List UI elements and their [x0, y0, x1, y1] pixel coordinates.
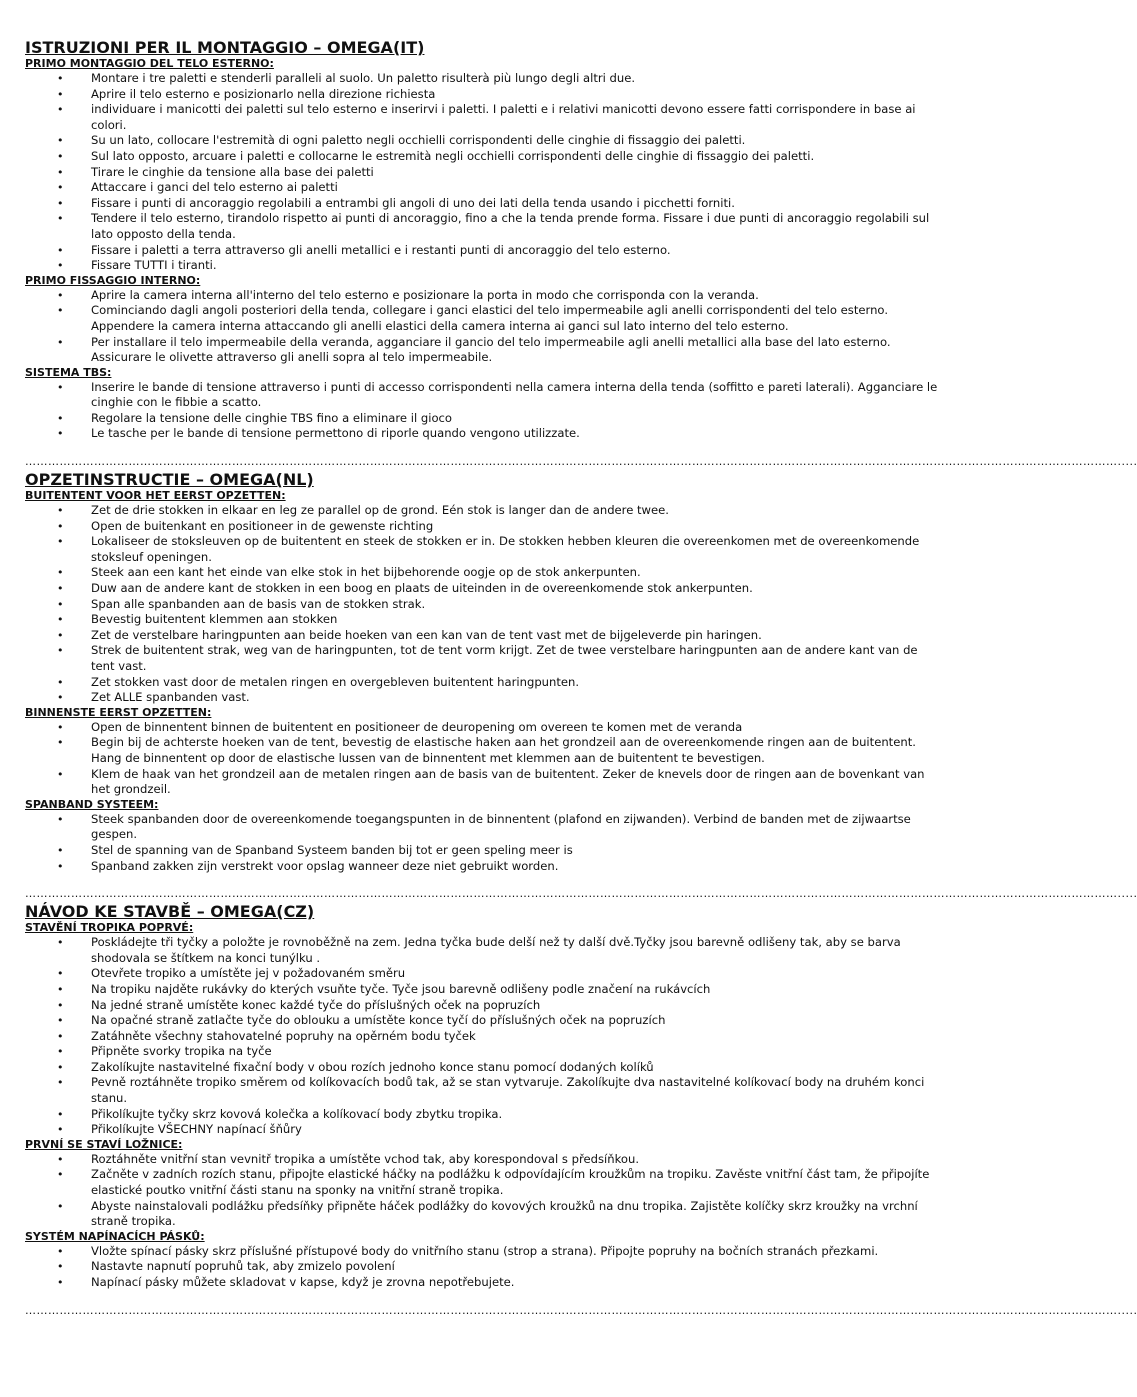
- bullet-list: [25, 720, 942, 798]
- subsection-heading: PRIMO FISSAGGIO INTERNO:: [25, 273, 201, 287]
- dotted-separator: …………………………………………………………………………………………………………………………………………………………………………………………………………………………………………………………….....: [25, 455, 1137, 469]
- list-item: • Na tropiku najděte rukávky do kterých vsuňte tyče. Tyče jsou barevně odlišeny podle značení na rukávcích: [25, 982, 942, 998]
- list-item: • Open de buitenkant en positioneer in de gewenste richting: [25, 519, 942, 535]
- list-item: • Pevně roztáhněte tropiko směrem od kolíkovacích bodů tak, až se stan vytvaruje. Zakolíkujte dva nastavitelné kolíkovací body na druhém konci stanu.: [25, 1075, 942, 1106]
- bullet-list: [25, 380, 942, 442]
- list-item: • Begin bij de achterste hoeken van de tent, bevestig de elastische haken aan het grondzeil aan de overeenkomende ringen aan de buitentent. Hang de binnentent op door de elastische lussen van de binnentent met klemmen aan de buitentent te bevestigen.: [25, 735, 942, 766]
- list-item: • Tirare le cinghie da tensione alla base dei paletti: [25, 165, 942, 181]
- list-item: • Montare i tre paletti e stenderli paralleli al suolo. Un paletto risulterà più lungo degli altri due.: [25, 71, 942, 87]
- list-item: • Strek de buitentent strak, weg van de haringpunten, tot de tent vorm krijgt. Zet de twee verstelbare haringpunten aan de andere kant van de tent vast.: [25, 643, 942, 674]
- list-item: • Spanband zakken zijn verstrekt voor opslag wanneer deze niet gebruikt worden.: [25, 859, 942, 875]
- list-item: • Zet de drie stokken in elkaar en leg ze parallel op de grond. Eén stok is langer dan de andere twee.: [25, 503, 942, 519]
- bullet-list: [25, 71, 942, 274]
- list-item: • Zet stokken vast door de metalen ringen en overgebleven buitentent haringpunten.: [25, 675, 942, 691]
- bullet-list: [25, 1152, 942, 1230]
- list-item: • Abyste nainstalovali podlážku předsíňky připněte háček podlážky do kovových kroužků na dnu tropika. Zajistěte kolíčky skrz kroužky na vrchní straně tropika.: [25, 1199, 942, 1230]
- subsection-heading: BUITENTENT VOOR HET EERST OPZETTEN:: [25, 489, 286, 503]
- section-title: NÁVOD KE STAVBĚ – OMEGA(CZ): [25, 902, 315, 922]
- list-item: • Tendere il telo esterno, tirandolo rispetto ai punti di ancoraggio, fino a che la tenda prende forma. Fissare i due punti di ancoraggio regolabili sul lato opposto della tenda.: [25, 211, 942, 242]
- list-item: • Sul lato opposto, arcuare i paletti e collocarne le estremità negli occhielli corrispondenti delle cinghie di fissaggio dei paletti.: [25, 149, 942, 165]
- list-item: • Přikolíkujte tyčky skrz kovová kolečka a kolíkovací body zbytku tropika.: [25, 1107, 942, 1123]
- list-item: • Roztáhněte vnitřní stan vevnitř tropika a umístěte vchod tak, aby korespondoval s předsíňkou.: [25, 1152, 942, 1168]
- instruction-section: [25, 38, 1137, 469]
- list-item: • Zatáhněte všechny stahovatelné popruhy na opěrném bodu tyček: [25, 1029, 942, 1045]
- list-item: • Inserire le bande di tensione attraverso i punti di accesso corrispondenti nella camera interna della tenda (soffitto e pareti laterali). Agganciare le cinghie con le fibbie a scatto.: [25, 380, 942, 411]
- list-item: • Aprire la camera interna all'interno del telo esterno e posizionare la porta in modo che corrisponda con la veranda.: [25, 288, 942, 304]
- list-item: • Začněte v zadních rozích stanu, připojte elastické háčky na podlážku k odpovídajícím kroužkům na tropiku. Zavěste vnitřní část tam, že připojíte elastické poutko vnitřní části stanu na sponky na vnitřní straně tropika.: [25, 1167, 942, 1198]
- list-item: • Steek aan een kant het einde van elke stok in het bijbehorende oogje op de stok ankerpunten.: [25, 565, 942, 581]
- list-item: • Poskládejte tři tyčky a položte je rovnoběžně na zem. Jedna tyčka bude delší než ty další dvě.Tyčky jsou barevně odlišeny tak, aby se barva shodovala se štítkem na konci tunýlku .: [25, 935, 942, 966]
- bullet-list: [25, 812, 942, 874]
- list-item: • Open de binnentent binnen de buitentent en positioneer de deuropening om overeen te komen met de veranda: [25, 720, 942, 736]
- subsection-heading: BINNENSTE EERST OPZETTEN:: [25, 705, 212, 719]
- list-item: • Lokaliseer de stoksleuven op de buitentent en steek de stokken er in. De stokken hebben kleuren die overeenkomen met de overeenkomende stoksleuf openingen.: [25, 534, 942, 565]
- list-item: • Napínací pásky můžete skladovat v kapse, když je zrovna nepotřebujete.: [25, 1275, 942, 1291]
- list-item: • individuare i manicotti dei paletti sul telo esterno e inserirvi i paletti. I paletti e i relativi manicotti devono essere fatti corrispondere in base ai colori.: [25, 102, 942, 133]
- list-item: • Per installare il telo impermeabile della veranda, agganciare il gancio del telo impermeabile agli anelli metallici alla base del lato esterno. Assicurare le olivette attraverso gli anelli sopra al telo impermeabile.: [25, 335, 942, 366]
- list-item: • Zet de verstelbare haringpunten aan beide hoeken van een kan van de tent vast met de bijgeleverde pin haringen.: [25, 628, 942, 644]
- subsection-heading: SYSTÉM NAPÍNACÍCH PÁSKŮ:: [25, 1229, 205, 1243]
- list-item: • Zet ALLE spanbanden vast.: [25, 690, 942, 706]
- bullet-list: [25, 288, 942, 366]
- list-item: • Su un lato, collocare l'estremità di ogni paletto negli occhielli corrispondenti delle cinghie di fissaggio dei paletti.: [25, 133, 942, 149]
- list-item: • Cominciando dagli angoli posteriori della tenda, collegare i ganci elastici del telo impermeabile agli anelli corrispondenti del telo esterno. Appendere la camera interna attaccando gli anelli elastici della camera interna ai ganci sul lato interno del telo esterno.: [25, 303, 942, 334]
- list-item: • Steek spanbanden door de overeenkomende toegangspunten in de binnentent (plafond en zijwanden). Verbind de banden met de zijwaartse gespen.: [25, 812, 942, 843]
- subsection-heading: SPANBAND SYSTEEM:: [25, 797, 159, 811]
- list-item: • Fissare TUTTI i tiranti.: [25, 258, 942, 274]
- subsection-heading: PRVNÍ SE STAVÍ LOŽNICE:: [25, 1137, 183, 1151]
- section-title: OPZETINSTRUCTIE – OMEGA(NL): [25, 470, 314, 490]
- list-item: • Fissare i paletti a terra attraverso gli anelli metallici e i restanti punti di ancoraggio del telo esterno.: [25, 243, 942, 259]
- list-item: • Připněte svorky tropika na tyče: [25, 1044, 942, 1060]
- list-item: • Přikolíkujte VŠECHNY napínací šňůry: [25, 1122, 942, 1138]
- list-item: • Nastavte napnutí popruhů tak, aby zmizelo povolení: [25, 1259, 942, 1275]
- list-item: • Duw aan de andere kant de stokken in een boog en plaats de uiteinden in de overeenkomende stok ankerpunten.: [25, 581, 942, 597]
- subsection-heading: SISTEMA TBS:: [25, 365, 112, 379]
- list-item: • Na jedné straně umístěte konec každé tyče do příslušných oček na popruzích: [25, 998, 942, 1014]
- list-item: • Aprire il telo esterno e posizionarlo nella direzione richiesta: [25, 87, 942, 103]
- bullet-list: [25, 1244, 942, 1291]
- section-title: ISTRUZIONI PER IL MONTAGGIO – OMEGA(IT): [25, 38, 425, 57]
- bullet-list: [25, 503, 942, 706]
- list-item: • Otevřete tropiko a umístěte jej v požadovaném směru: [25, 966, 942, 982]
- list-item: • Vložte spínací pásky skrz příslušné přístupové body do vnitřního stanu (strop a strana). Připojte popruhy na bočních stranách přezkami.: [25, 1244, 942, 1260]
- list-item: • Le tasche per le bande di tensione permettono di riporle quando vengono utilizzate.: [25, 426, 942, 442]
- list-item: • Attaccare i ganci del telo esterno ai paletti: [25, 180, 942, 196]
- list-item: • Bevestig buitentent klemmen aan stokken: [25, 612, 942, 628]
- list-item: • Regolare la tensione delle cinghie TBS fino a eliminare il gioco: [25, 411, 942, 427]
- list-item: • Klem de haak van het grondzeil aan de metalen ringen aan de basis van de buitentent. Zeker de knevels door de ringen aan de bovenkant van het grondzeil.: [25, 767, 942, 798]
- list-item: • Stel de spanning van de Spanband Systeem banden bij tot er geen speling meer is: [25, 843, 942, 859]
- dotted-separator: …………………………………………………………………………………………………………………………………………………………………………………………………………………………………………………………….....: [25, 887, 1137, 901]
- instruction-section: [25, 470, 1137, 901]
- bullet-list: [25, 935, 942, 1138]
- list-item: • Span alle spanbanden aan de basis van de stokken strak.: [25, 597, 942, 613]
- subsection-heading: PRIMO MONTAGGIO DEL TELO ESTERNO:: [25, 57, 274, 70]
- subsection-heading: STAVĚNÍ TROPIKA POPRVÉ:: [25, 921, 194, 935]
- instruction-section: [25, 902, 1137, 1317]
- list-item: • Fissare i punti di ancoraggio regolabili a entrambi gli angoli di uno dei lati della tenda usando i picchetti forniti.: [25, 196, 942, 212]
- list-item: • Na opačné straně zatlačte tyče do oblouku a umístěte konce tyčí do příslušných oček na popruzích: [25, 1013, 942, 1029]
- dotted-separator: …………………………………………………………………………………………………………………………………………………………………………………………………………………………………………………………….....: [25, 1303, 1137, 1317]
- list-item: • Zakolíkujte nastavitelné fixační body v obou rozích jednoho konce stanu pomocí dodaných kolíků: [25, 1060, 942, 1076]
